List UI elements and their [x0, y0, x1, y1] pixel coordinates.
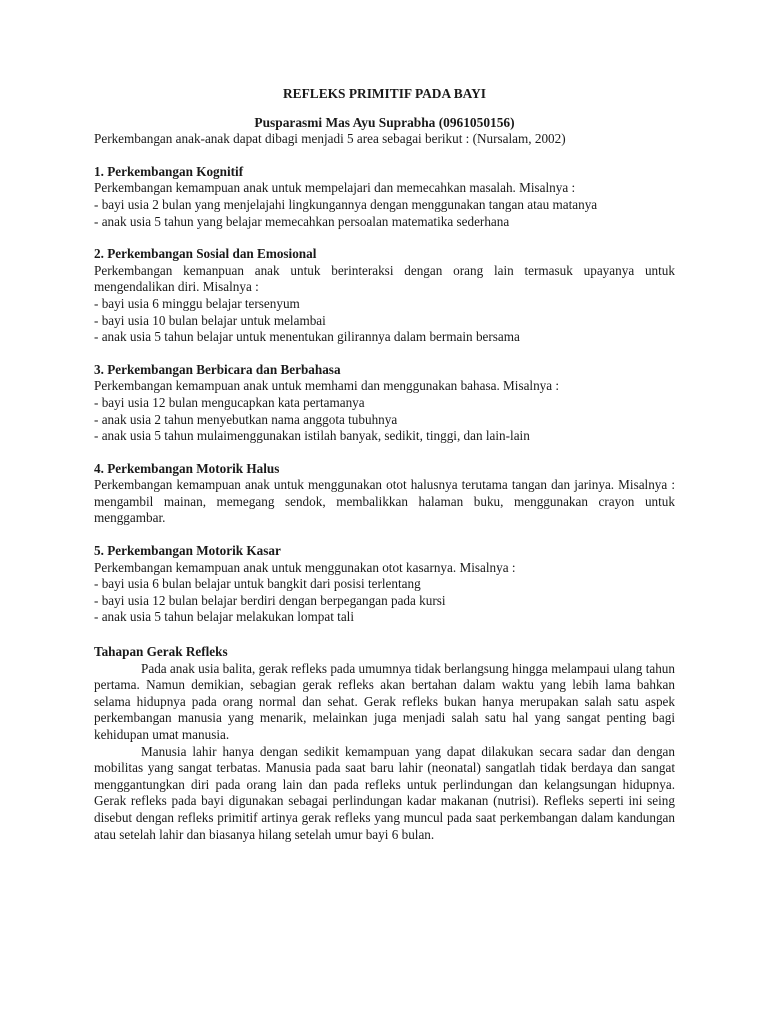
list-item: - anak usia 5 tahun belajar melakukan lompat tali	[94, 609, 354, 625]
list-item: - anak usia 5 tahun yang belajar memecahkan persoalan matematika sederhana	[94, 213, 510, 229]
section-motorik-kasar	[94, 543, 675, 626]
section-heading: 4. Perkembangan Motorik Halus	[94, 460, 280, 476]
section-kognitif	[94, 164, 675, 230]
section-paragraph: Perkembangan kemanpuan anak untuk berinteraksi dengan orang lain termasuk upayanya untuk mengendalikan diri. Misalnya :	[94, 262, 675, 295]
section-paragraph: Perkembangan kemampuan anak untuk menggunakan otot kasarnya. Misalnya :	[94, 559, 516, 575]
document-title: REFLEKS PRIMITIF PADA BAYI	[283, 86, 486, 101]
list-item: - anak usia 5 tahun belajar untuk menentukan gilirannya dalam bermain bersama	[94, 329, 520, 345]
list-item: - bayi usia 10 bulan belajar untuk melambai	[94, 312, 326, 328]
section-heading: 2. Perkembangan Sosial dan Emosional	[94, 246, 317, 262]
list-item: - bayi usia 2 bulan yang menjelajahi lingkungannya dengan menggunakan tangan atau matanya	[94, 196, 598, 212]
section-berbicara-berbahasa	[94, 362, 675, 445]
list-item: - bayi usia 12 bulan belajar berdiri dengan berpegangan pada kursi	[94, 592, 446, 608]
document-page	[94, 86, 675, 843]
list-item: - bayi usia 6 bulan belajar untuk bangkit dari posisi terlentang	[94, 576, 421, 592]
section-paragraph: Perkembangan kemampuan anak untuk menggunakan otot halusnya terutama tangan dan jarinya. Misalnya : mengambil mainan, memegang sendok, membalikkan halaman buku, menggunakan crayon untuk menggambar.	[94, 477, 675, 526]
section-tahapan-gerak-refleks	[94, 644, 675, 843]
document-author: Pusparasmi Mas Ayu Suprabha (0961050156)	[254, 114, 515, 130]
section-heading: 1. Perkembangan Kognitif	[94, 163, 244, 179]
intro-paragraph: Perkembangan anak-anak dapat dibagi menjadi 5 area sebagai berikut : (Nursalam, 2002)	[94, 131, 566, 147]
body-paragraph: Pada anak usia balita, gerak refleks pada umumnya tidak berlangsung hingga melampaui ulang tahun pertama. Namun demikian, sebagian gerak refleks akan bertahan dalam waktu yang lebih lama bahkan selama hidupnya pada orang normal dan sehat. Gerak refleks bukan hanya merupakan salah satu aspek perkembangan manusia yang menarik, melainkan juga menjadi salah satu hal yang sangat penting bagi kehidupan umat manusia.	[94, 660, 675, 742]
section-heading: 5. Perkembangan Motorik Kasar	[94, 543, 281, 559]
section-paragraph: Perkembangan kemampuan anak untuk memhami dan menggunakan bahasa. Misalnya :	[94, 378, 560, 394]
body-paragraph: Manusia lahir hanya dengan sedikit kemampuan yang dapat dilakukan secara sadar dan dengan mobilitas yang sangat terbatas. Manusia pada saat baru lahir (neonatal) sangatlah tidak berdaya dan sangat menggantungkan diri pada orang lain dan pada refleks untuk perlindungan dan kelangsungan hidupnya. Gerak refleks pada bayi digunakan sebagai perlindungan kadar makanan (nutrisi). Refleks seperti ini seing disebut dengan refleks primitif artinya gerak refleks yang muncul pada saat perkembangan dalam kandungan atau setelah lahir dan biasanya hilang setelah umur bayi 6 bulan.	[94, 743, 675, 842]
section-heading: 3. Perkembangan Berbicara dan Berbahasa	[94, 361, 341, 377]
list-item: - bayi usia 6 minggu belajar tersenyum	[94, 295, 300, 311]
list-item: - anak usia 5 tahun mulaimenggunakan istilah banyak, sedikit, tinggi, dan lain-lain	[94, 428, 530, 444]
section-motorik-halus	[94, 461, 675, 527]
list-item: - bayi usia 12 bulan mengucapkan kata pertamanya	[94, 394, 365, 410]
list-item: - anak usia 2 tahun menyebutkan nama anggota tubuhnya	[94, 411, 398, 427]
section-paragraph: Perkembangan kemampuan anak untuk mempelajari dan memecahkan masalah. Misalnya :	[94, 180, 576, 196]
section-sosial-emosional	[94, 246, 675, 346]
section-heading: Tahapan Gerak Refleks	[94, 644, 228, 660]
